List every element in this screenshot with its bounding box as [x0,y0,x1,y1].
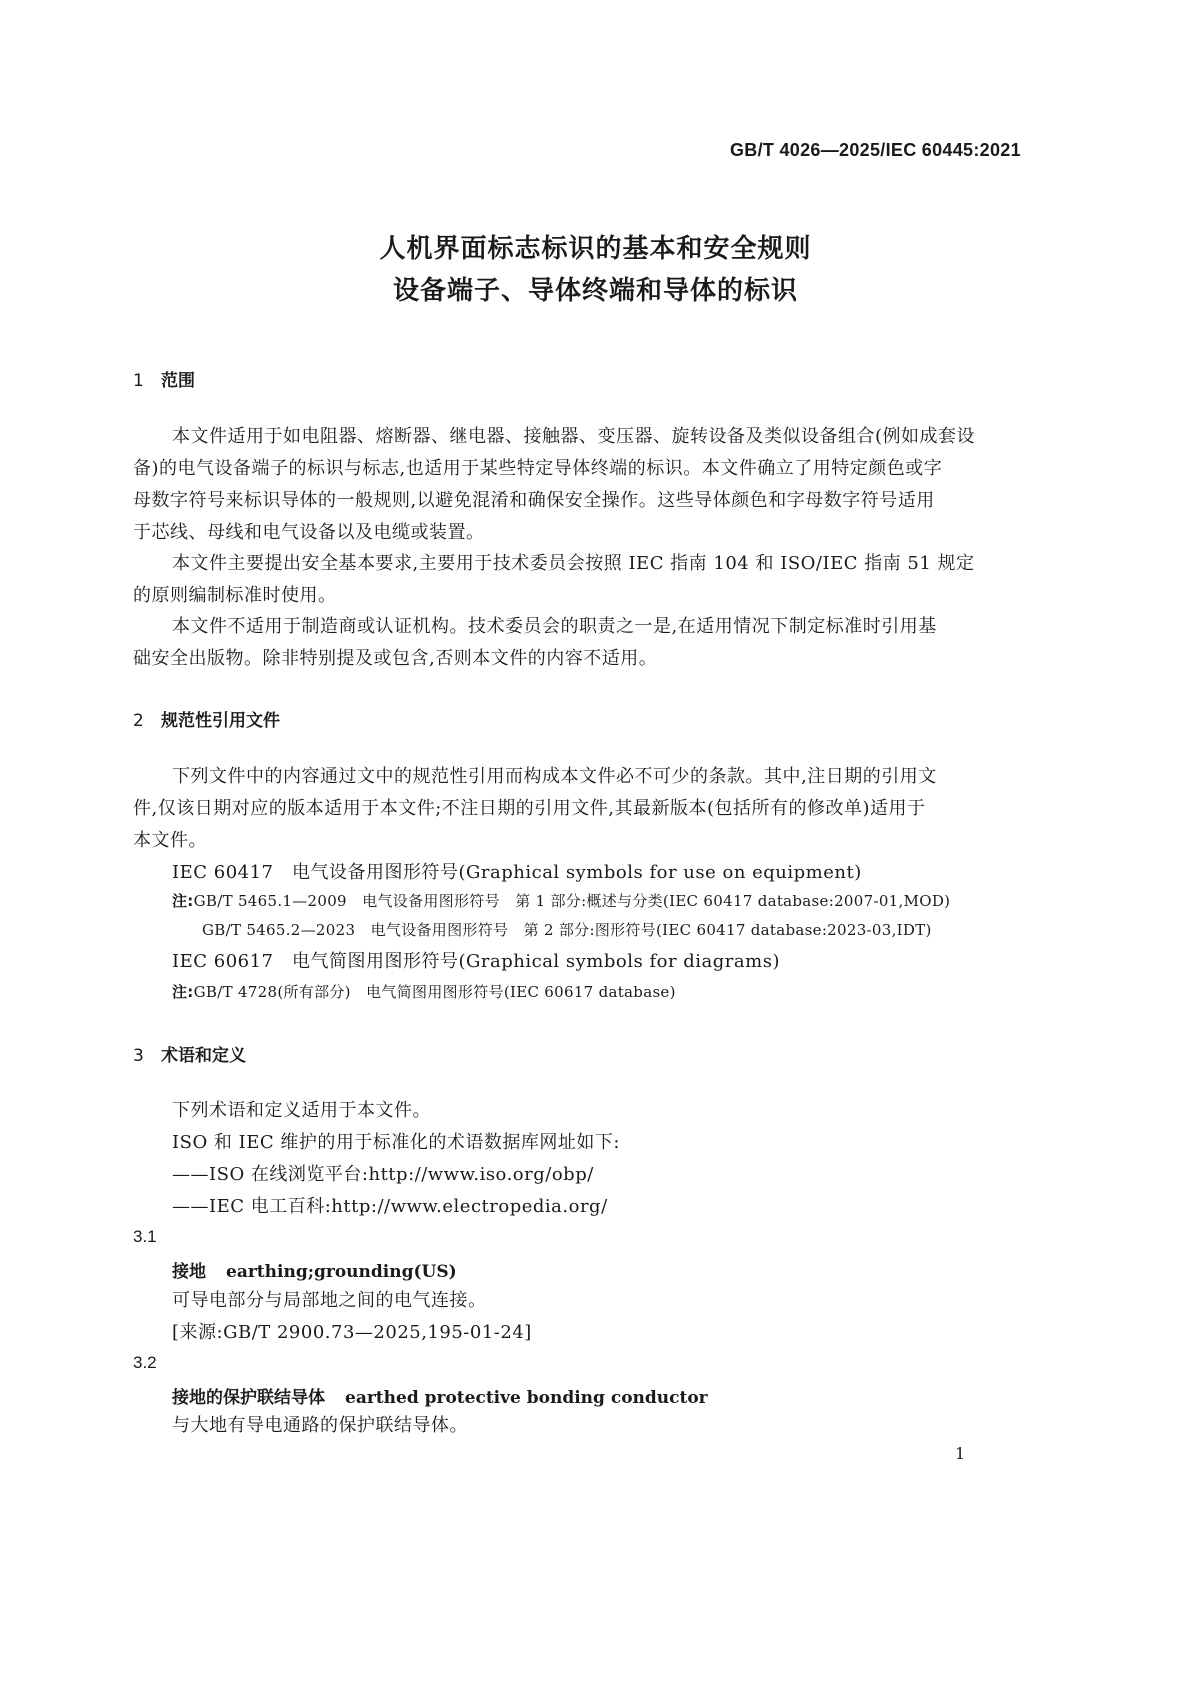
term-en: earthing;grounding(US) [226,1262,457,1282]
term-zh: 接地的保护联结导体 [172,1388,325,1408]
term-heading [172,1257,457,1282]
reference-note [172,981,676,1002]
term-zh: 接地 [172,1262,206,1282]
paragraph-line: 本文件不适用于制造商或认证机构。技术委员会的职责之一是,在适用情况下制定标准时引用基 [172,616,937,637]
note-label: 注: [172,892,194,910]
paragraph-line: 的原则编制标准时使用。 [133,585,337,606]
document-title-line1: 人机界面标志标识的基本和安全规则 [379,234,812,264]
section-number: 1 [133,371,144,391]
paragraph-line: 备)的电气设备端子的标识与标志,也适用于某些特定导体终端的标识。本文件确立了用特定颜色或字 [133,458,943,479]
term-heading [172,1383,708,1408]
standard-code: GB/T 4026—2025/IEC 60445:2021 [730,140,1021,160]
section-1-heading [133,366,195,391]
note-text: GB/T 5465.1—2009 电气设备用图形符号 第 1 部分:概述与分类(IEC 60417 database:2007-01,MOD) [193,892,951,910]
reference-iec-60617: IEC 60617 电气简图用图形符号(Graphical symbols for diagrams) [172,951,780,972]
paragraph-line: 母数字符号来标识导体的一般规则,以避免混淆和确保安全操作。这些导体颜色和字母数字符号适用 [133,490,935,511]
reference-note [172,890,950,911]
section-title: 规范性引用文件 [161,711,280,731]
paragraph-line: ISO 和 IEC 维护的用于标准化的术语数据库网址如下: [172,1132,620,1153]
note-label: 注: [172,983,194,1001]
paragraph-line: 本文件主要提出安全基本要求,主要用于技术委员会按照 IEC 指南 104 和 ISO/IEC 指南 51 规定 [172,553,975,574]
page-number: 1 [955,1444,966,1463]
term-source: [来源:GB/T 2900.73—2025,195-01-24] [172,1322,532,1343]
term-database-iso: ——ISO 在线浏览平台:http://www.iso.org/obp/ [172,1164,594,1185]
paragraph-line: 础安全出版物。除非特别提及或包含,否则本文件的内容不适用。 [133,648,658,669]
paragraph-line: 于芯线、母线和电气设备以及电缆或装置。 [133,522,485,543]
term-number: 3.1 [133,1227,157,1246]
note-text: GB/T 4728(所有部分) 电气简图用图形符号(IEC 60617 database) [193,983,676,1001]
paragraph-line: 下列术语和定义适用于本文件。 [172,1100,431,1121]
paragraph-line: 本文件。 [133,830,207,851]
paragraph-line: 下列文件中的内容通过文中的规范性引用而构成本文件必不可少的条款。其中,注日期的引用文 [172,766,937,787]
paragraph-line: 本文件适用于如电阻器、熔断器、继电器、接触器、变压器、旋转设备及类似设备组合(例如成套设 [172,426,976,447]
term-definition: 与大地有导电通路的保护联结导体。 [172,1415,468,1436]
reference-note: GB/T 5465.2—2023 电气设备用图形符号 第 2 部分:图形符号(IEC 60417 database:2023-03,IDT) [202,921,932,939]
section-number: 2 [133,711,144,731]
term-number: 3.2 [133,1353,157,1372]
paragraph-line: 件,仅该日期对应的版本适用于本文件;不注日期的引用文件,其最新版本(包括所有的修改单)适用于 [133,798,926,819]
document-title-line2: 设备端子、导体终端和导体的标识 [392,276,798,306]
term-database-iec: ——IEC 电工百科:http://www.electropedia.org/ [172,1196,608,1217]
term-en: earthed protective bonding conductor [345,1388,708,1408]
section-3-heading [133,1041,246,1066]
section-2-heading [133,706,280,731]
section-title: 范围 [161,371,195,391]
section-number: 3 [133,1046,144,1066]
term-definition: 可导电部分与局部地之间的电气连接。 [172,1290,487,1311]
reference-iec-60417: IEC 60417 电气设备用图形符号(Graphical symbols for use on equipment) [172,862,862,883]
section-title: 术语和定义 [161,1046,246,1066]
